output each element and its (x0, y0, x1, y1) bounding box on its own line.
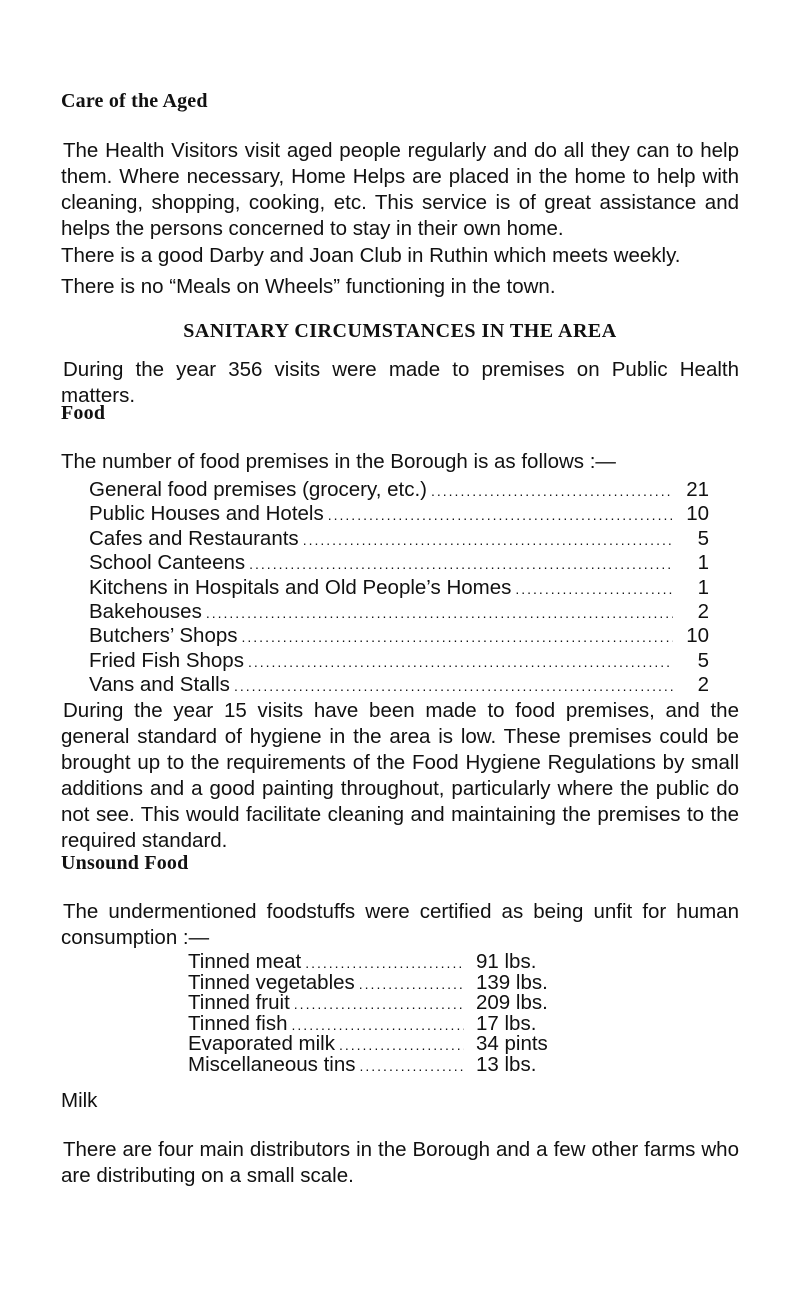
list-item: Miscellaneous tins ..... 13 lbs. (188, 1055, 568, 1076)
food-premises-list (89, 478, 709, 698)
list-item: Public Houses and Hotels ..... 10 (89, 502, 709, 526)
list-item: Tinned vegetables ..... 139 lbs. (188, 973, 568, 994)
list-item: Fried Fish Shops ..... 5 (89, 649, 709, 673)
food-heading: Food (61, 402, 106, 424)
list-item: Vans and Stalls ..... 2 (89, 673, 709, 697)
food-paragraph: During the year 15 visits have been made to food premises, and the general standard of hygiene in the area is low. These premises could be brought up to the requirements of the Food Hygiene Regulations by small additions and a good painting throughout, particularly where the public do not see. This would facilitate cleaning and maintaining the premises to the required standard. (61, 699, 739, 852)
unsound-food-heading: Unsound Food (61, 852, 189, 874)
list-item: Bakehouses ..... 2 (89, 600, 709, 624)
care-of-aged-paragraph: The Health Visitors visit aged people regularly and do all they can to help them. Where necessary, Home Helps are placed in the home to help with cleaning, shopping, cooking, etc. This service is of great assistance and helps the persons concerned to stay in their own home. (61, 139, 739, 240)
care-of-aged-heading: Care of the Aged (61, 90, 208, 112)
list-item: Butchers’ Shops ..... 10 (89, 624, 709, 648)
list-item: Tinned meat ..... 91 lbs. (188, 952, 568, 973)
list-item: Tinned fruit ..... 209 lbs. (188, 993, 568, 1014)
list-item: Tinned fish ..... 17 lbs. (188, 1014, 568, 1035)
list-item: Cafes and Restaurants ..... 5 (89, 527, 709, 551)
food-intro: The number of food premises in the Borough is as follows :— (61, 450, 616, 473)
meals-on-wheels-line: There is no “Meals on Wheels” functioning in the town. (61, 275, 556, 298)
darby-joan-line: There is a good Darby and Joan Club in Ruthin which meets weekly. (61, 244, 681, 267)
sanitary-title: SANITARY CIRCUMSTANCES IN THE AREA (183, 320, 617, 342)
unsound-food-list (188, 952, 568, 1076)
list-item: General food premises (grocery, etc.) ..... 21 (89, 478, 709, 502)
list-item: Evaporated milk ..... 34 pints (188, 1034, 568, 1055)
milk-paragraph: There are four main distributors in the Borough and a few other farms who are distributing on a small scale. (61, 1138, 739, 1187)
unsound-food-intro: The undermentioned foodstuffs were certified as being unfit for human consumption :— (61, 900, 739, 949)
sanitary-paragraph: During the year 356 visits were made to premises on Public Health matters. (61, 358, 739, 407)
list-item: School Canteens ..... 1 (89, 551, 709, 575)
milk-heading: Milk (61, 1089, 98, 1112)
list-item: Kitchens in Hospitals and Old People’s Homes ..... 1 (89, 576, 709, 600)
